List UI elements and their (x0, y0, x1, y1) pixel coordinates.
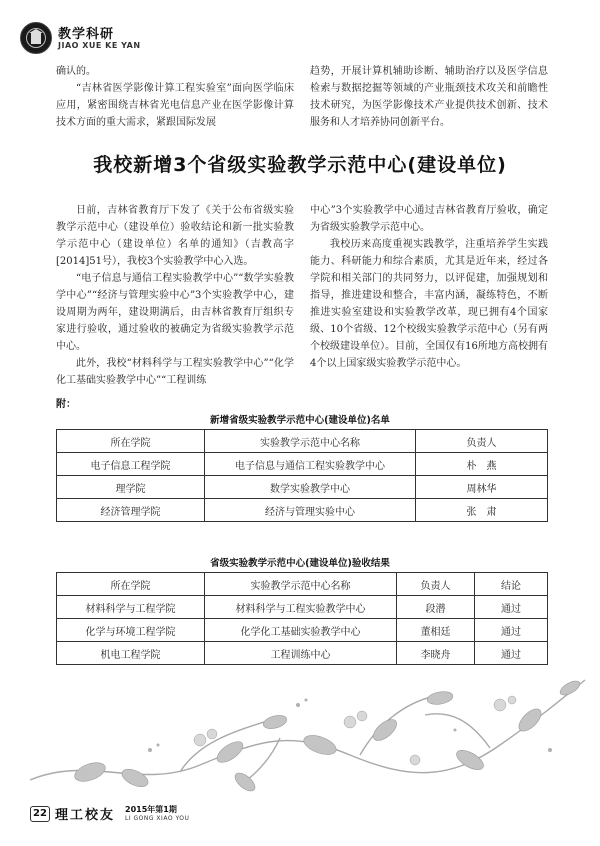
table-cell: 通过 (475, 642, 548, 665)
table-header-row (57, 573, 548, 596)
table-cell: 董相廷 (397, 619, 475, 642)
table-row (57, 476, 548, 499)
table-caption: 新增省级实验教学示范中心(建设单位)名单 (210, 415, 390, 426)
table-cell: 工程训练中心 (205, 642, 397, 665)
table-cell: 电子信息工程学院 (57, 453, 205, 476)
page-number: 22 (30, 806, 50, 822)
table-cell: 张 肃 (416, 499, 548, 522)
table-header-cell: 负责人 (416, 430, 548, 453)
table-caption: 省级实验教学示范中心(建设单位)验收结果 (210, 558, 390, 569)
article-right-column (310, 202, 548, 372)
article-title: 我校新增3个省级实验教学示范中心(建设单位) (93, 154, 507, 176)
paragraph: 中心”3个实验教学中心通过吉林省教育厅验收，确定为省级实验教学示范中心。 (310, 205, 548, 233)
table-header-cell: 实验教学示范中心名称 (205, 573, 397, 596)
appendix-label: 附： (56, 399, 76, 410)
table-header-row (57, 430, 548, 453)
issue-number: 2015年第1期 (125, 805, 177, 814)
section-pinyin: JIAO XUE KE YAN (58, 41, 141, 50)
table-cell: 通过 (475, 619, 548, 642)
table-cell: 李晓舟 (397, 642, 475, 665)
paragraph: 日前，吉林省教育厅下发了《关于公布省级实验教学示范中心（建设单位）验收结论和新一批实验教学示范中心（建设单位）名单的通知》（吉教高字[2014]51号），我校3个实验教学中心入选。 (56, 205, 294, 267)
paragraph: 此外，我校“材料科学与工程实验教学中心”“化学化工基础实验教学中心”“工程训练 (56, 358, 294, 386)
table-header-cell: 实验教学示范中心名称 (205, 430, 416, 453)
floral-vine-decoration-icon (30, 660, 590, 805)
school-emblem-icon (20, 22, 52, 54)
table-cell: 朴 燕 (416, 453, 548, 476)
table-row (57, 499, 548, 522)
table-cell: 数学实验教学中心 (205, 476, 416, 499)
table-header-cell: 结论 (475, 573, 548, 596)
table-cell: 化学与环境工程学院 (57, 619, 205, 642)
table-header-cell: 所在学院 (57, 573, 205, 596)
paragraph: “电子信息与通信工程实验教学中心”“数学实验教学中心”“经济与管理实验中心”3个实验教学中心，建设周期为两年，建设期满后，由吉林省教育厅组织专家进行验收，通过验收的被确定为省级实验教学示范中心。 (56, 273, 294, 352)
table-cell: 周林华 (416, 476, 548, 499)
paragraph: “吉林省医学影像计算工程实验室”面向医学临床应用，紧密围绕吉林省光电信息产业在医学影像计算技术方面的重大需求，紧跟国际发展 (56, 83, 294, 128)
table-cell: 电子信息与通信工程实验教学中心 (205, 453, 416, 476)
continued-article-left-column (56, 63, 294, 131)
new-centers-table (56, 429, 548, 522)
table-cell: 通过 (475, 596, 548, 619)
table-cell: 段潜 (397, 596, 475, 619)
magazine-pinyin: LI GONG XIAO YOU (125, 815, 190, 822)
accepted-centers-table (56, 572, 548, 665)
table-header-cell: 负责人 (397, 573, 475, 596)
paragraph: 趋势，开展计算机辅助诊断、辅助治疗以及医学信息检索与数据挖掘等领域的产业瓶颈技术攻关和前瞻性技术研究，为医学影像技术产业提供技术创新、技术服务和人才培养协同创新平台。 (310, 66, 548, 128)
table-row (57, 619, 548, 642)
table-cell: 机电工程学院 (57, 642, 205, 665)
table-cell: 化学化工基础实验教学中心 (205, 619, 397, 642)
table-cell: 材料科学与工程学院 (57, 596, 205, 619)
table-cell: 理学院 (57, 476, 205, 499)
table-cell: 经济管理学院 (57, 499, 205, 522)
table-row (57, 596, 548, 619)
paragraph: 确认的。 (56, 66, 96, 77)
continued-article-right-column (310, 63, 548, 131)
table-cell: 材料科学与工程实验教学中心 (205, 596, 397, 619)
table-cell: 经济与管理实验中心 (205, 499, 416, 522)
paragraph: 我校历来高度重视实践教学，注重培养学生实践能力、科研能力和综合素质，尤其是近年来，经过各学院和相关部门的共同努力，以评促建，加强规划和指导，推进建设和整合，丰富内涵，凝练特色，不断推进实验室建设和实验教学改革，现已拥有4个国家级、10个省级、12个校级实验教学示范中心（另有两个校级建设单位）。目前，全国仅有16所地方高校拥有4个以上国家级实验教学示范中心。 (310, 239, 548, 369)
magazine-name: 理工校友 (55, 808, 116, 823)
section-title: 教学科研 (58, 27, 115, 42)
article-left-column (56, 202, 294, 389)
table-row (57, 453, 548, 476)
table-header-cell: 所在学院 (57, 430, 205, 453)
